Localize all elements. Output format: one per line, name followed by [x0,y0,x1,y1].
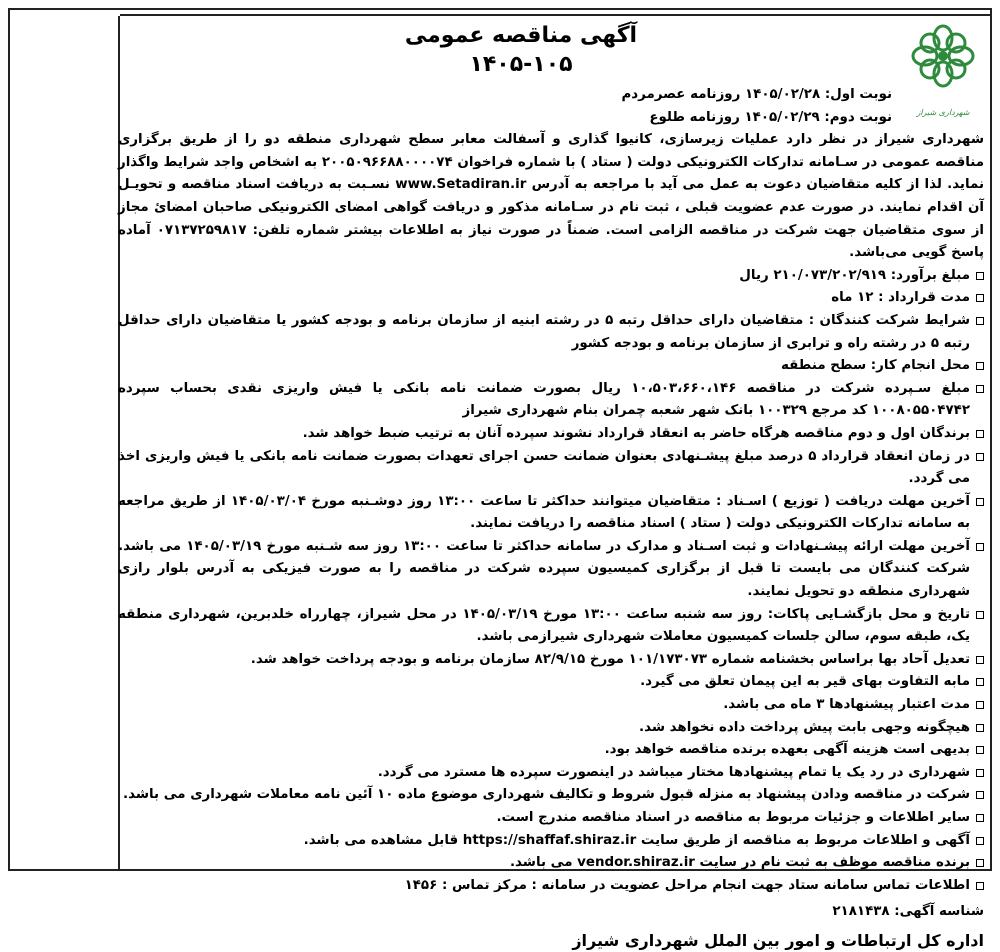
condition-item [118,310,984,355]
condition-item [118,265,984,288]
bullet-box-icon [976,362,984,370]
condition-text: مابه التفاوت بهای قیر به این پیمان تعلق می گیرد. [640,674,970,690]
bullet-box-icon [976,837,984,845]
bullet-box-icon [976,611,984,619]
bullet-box-icon [976,791,984,799]
bullet-box-icon [976,724,984,732]
condition-text: برندگان اول و دوم مناقصه هرگاه حاضر به انعقاد قرارداد نشوند سپرده آنان به ترتیب ضبط خواهد شد. [302,425,970,441]
ad-identifier: شناسه آگهی: ۲۱۸۱۴۳۸ [832,904,984,920]
condition-text: سایر اطلاعات و جزئیات مربوط به مناقصه در اسناد مناقصه مندرج است. [496,810,970,825]
condition-text: بدیهی است هزینه آگهی بعهده برنده مناقصه خواهد بود. [604,742,970,758]
bullet-box-icon [976,543,984,551]
condition-item [118,830,984,853]
condition-text: شهرداری در رد یک یا تمام پیشنهادها مختار میباشد در اینصورت سپرده ها مسترد می گردد. [377,764,970,780]
condition-item [118,287,984,310]
notice-title: آگهی مناقصه عمومی [404,23,638,48]
logo-caption: شهرداری شیراز [916,108,970,117]
condition-item [118,852,984,875]
bullet-box-icon [976,385,984,393]
publication-second: نوبت دوم: ۱۴۰۵/۰۲/۲۹ روزنامه طلوع [649,109,892,125]
condition-text: در زمان انعقاد قرارداد ۵ درصد مبلغ پیشـنهادی بعنوان ضمانت حسن اجرای تعهدات بصورت ضمانت نامه بانکی یا فیش واریزی اخذ می گردد. [118,448,970,487]
condition-item [118,423,984,446]
condition-text: مبلغ سـپرده شرکت در مناقصه ۱۰،۵۰۳،۶۶۰،۱۴۶ ریال بصورت ضمانت نامه بانکی یا فیش واریزی نقدی بحساب سپرده ۱۰۰۸۰۵۵۰۴۷۴۲ کد مرجع ۱۰۰۳۲۹ بانک شهر شعبه چمران بنام شهرداری شیراز [118,380,970,419]
bullet-box-icon [976,678,984,686]
condition-text: تعدیل آحاد بها براساس بخشنامه شماره ۱۰۱/۱۷۳۰۷۳ مورخ ۸۲/۹/۱۵ سازمان برنامه و بودجه پرداخت خواهد شد. [250,651,970,667]
bullet-box-icon [976,272,984,280]
top-rule [120,8,992,16]
bullet-box-icon [976,769,984,777]
condition-item [118,807,984,830]
condition-item [118,784,984,807]
condition-text: مدت اعتبار پیشنهادها ۳ ماه می باشد. [723,697,970,713]
condition-text: آگهی و اطلاعات مربوط به مناقصه از طریق سایت https://shaffaf.shiraz.ir قابل مشاهده می باشد. [303,832,970,848]
condition-item [118,717,984,740]
condition-text: تاریخ و محل بازگشـایی پاکات: روز سه شنبه ساعت ۱۳:۰۰ مورخ ۱۴۰۵/۰۳/۱۹ در محل شیراز، چهارراه خلدبرین، شهرداری منطقه یک، طبقه سوم، سالن جلسات کمیسیون معاملات شهرداری شیرازمی باشد. [118,606,970,645]
condition-text: مدت قرارداد : ۱۲ ماه [831,290,970,306]
condition-item [118,378,984,423]
condition-text: آخرین مهلت دریافت ( توزیع ) اسـناد : متقاضیان میتوانند حداکثر تا ساعت ۱۳:۰۰ روز دوشـنبه مورخ ۱۴۰۵/۰۳/۰۴ از طریق مراجعه به سامانه تدارکات الکترونیکی دولت ( ستاد ) اسناد مناقصه را دریافت نمایند. [118,493,970,532]
bullet-box-icon [976,430,984,438]
intro-paragraph: شهرداری شیراز در نظر دارد عملیات زیرسازی، کانیوا گذاری و آسفالت معابر سطح شهرداری منطقه دو را از طریق برگزاری مناقصه عمومی در سـامانه تدارکات الکترونیکی دولت ( ستاد ) با شماره فراخوان ۲۰۰۵۰۹۶۶۸۸۰۰۰۰۷۴ به اشخاص واجد شرایط واگذار نماید. لذا از کلیه متقاضیان دعوت به عمل می آید با مراجعه به آدرس www.Setadiran.ir نسـبت به دریافت اسناد مناقصه و تحویـل آن اقدام نمایند. در صورت عدم عضویت قبلی ، ثبت نام در سـامانه مذکور و دریافت گواهی امضای الکترونیکی صاحبان امضائ مجاز از سوی متقاضیان جهت شرکت در مناقصه الزامی است. ضمناً در صورت نیاز به اطلاعات بیشتر شماره تلفن: ۰۷۱۳۷۲۵۹۸۱۷ آماده پاسخ گویی می‌باشد. [118,132,984,261]
condition-item [118,739,984,762]
bullet-box-icon [976,814,984,822]
bullet-box-icon [976,882,984,890]
condition-item [118,671,984,694]
condition-item [118,875,984,898]
condition-item [118,762,984,785]
bullet-box-icon [976,294,984,302]
condition-text: برنده مناقصه موظف به ثبت نام در سایت vendor.shiraz.ir می باشد. [509,855,970,871]
condition-item [118,446,984,491]
condition-text: شرکت در مناقصه ودادن پیشنهاد به منزله قبول شروط و تکالیف شهرداری موضوع ماده ۱۰ آئین نامه معاملات شهرداری می باشد. [123,787,970,803]
condition-text: اطلاعات تماس سامانه ستاد جهت انجام مراحل عضویت در سامانه : مرکز تماس : ۱۴۵۶ [404,877,970,893]
conditions-list [118,265,984,898]
condition-item [118,355,984,378]
condition-text: مبلغ برآورد: ۲۱۰/۰۷۳/۲۰۲/۹۱۹ ریال [739,267,970,283]
condition-text: آخرین مهلت ارائه پیشـنهادات و ثبت اسـناد و مدارک در سامانه حداکثر تا ساعت ۱۳:۰۰ روز سه شـنبه مورخ ۱۴۰۵/۰۳/۱۹ می باشد. شرکت کنندگان می بایست تا قبل از برگزاری کمیسیون سپرده شرکت در مناقصه را به صورت فیزیکی به آدرس بلوار رازی شهرداری منطقه دو تحویل نمایند. [118,538,970,600]
bullet-box-icon [976,859,984,867]
bullet-box-icon [976,656,984,664]
condition-text: هیچگونه وجهی بابت پیش پرداخت داده نخواهد شد. [639,719,970,735]
condition-item [118,649,984,672]
bullet-box-icon [976,746,984,754]
publication-first: نوبت اول: ۱۴۰۵/۰۲/۲۸ روزنامه عصرمردم [621,87,892,102]
bullet-box-icon [976,701,984,709]
bullet-box-icon [976,498,984,506]
notice-body [118,22,984,952]
condition-item [118,491,984,536]
condition-item [118,694,984,717]
bullet-box-icon [976,317,984,325]
condition-item [118,604,984,649]
condition-text: محل انجام کار: سطح منطقه [781,358,970,374]
issuing-department: اداره کل ارتباطات و امور بین الملل شهرداری شیراز [572,930,984,950]
condition-text: شرایط شرکت کنندگان : متقاضیان دارای حداقل رتبه ۵ در رشته ابنیه از سازمان برنامه و بودجه کشور یا متقاضیان دارای حداقل رتبه ۵ در رشته راه و ترابری از سازمان برنامه و بودجه کشور [118,312,970,351]
bullet-box-icon [976,453,984,461]
condition-item [118,536,984,604]
tender-number: ۱۴۰۵-۱۰۵ [469,52,573,77]
